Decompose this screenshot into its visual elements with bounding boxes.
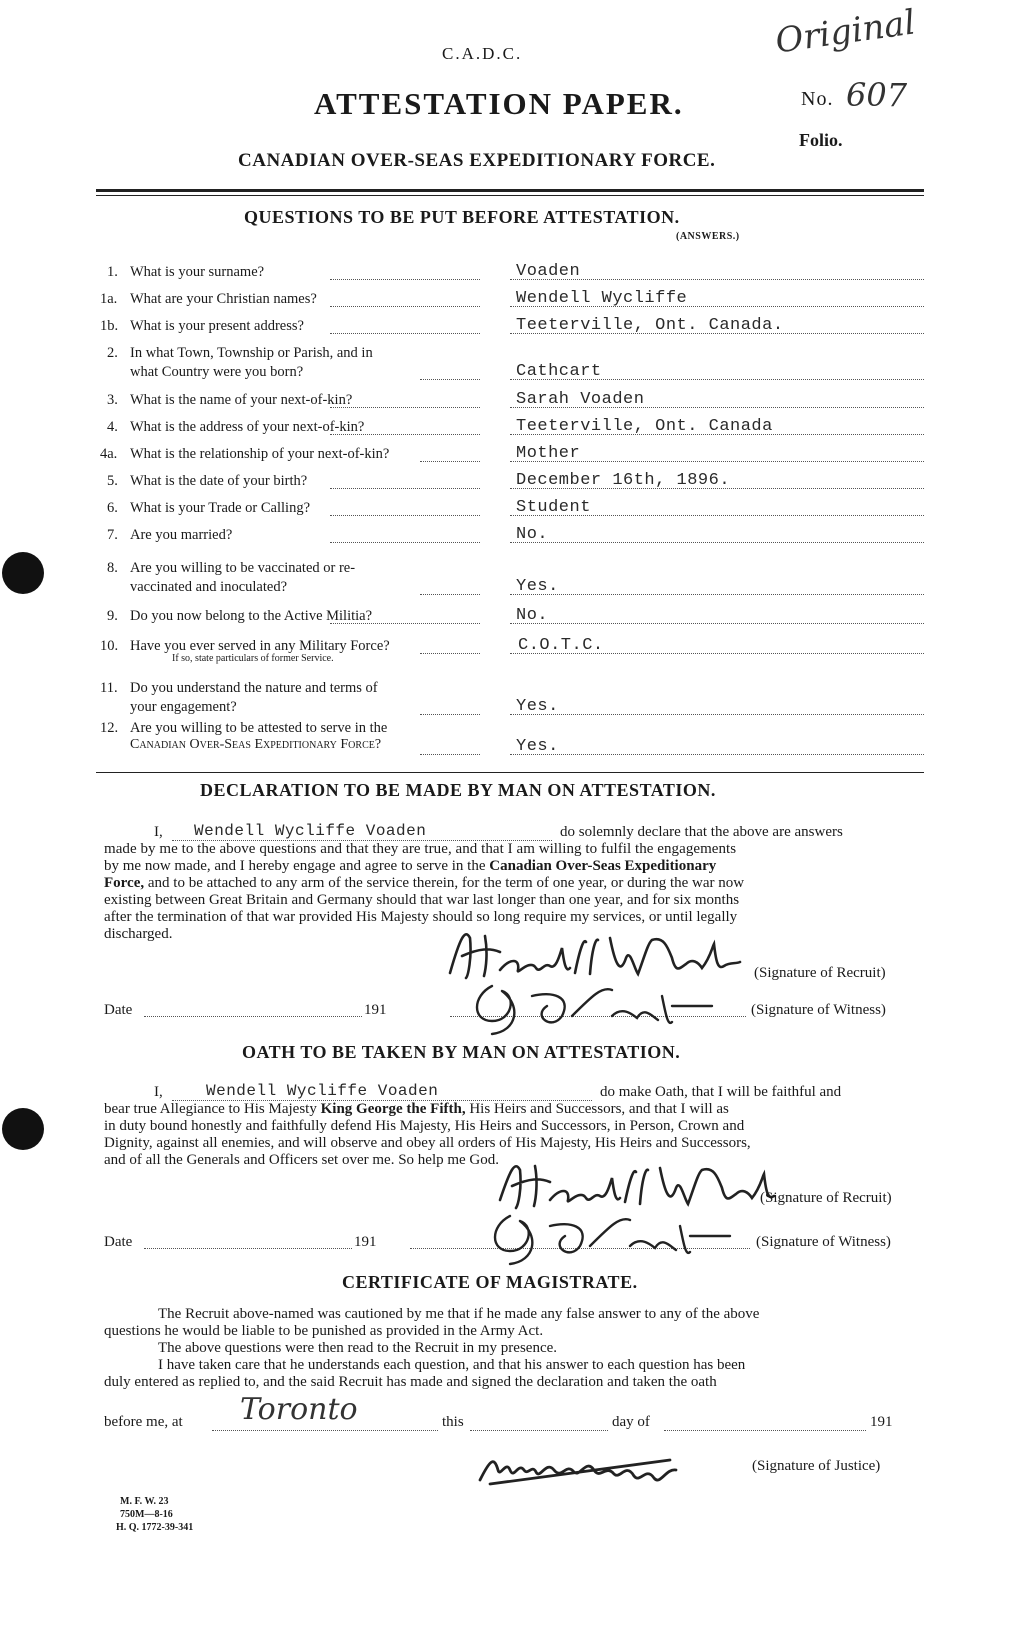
- oath-line5: and of all the Generals and Officers set over me. So help me God.: [104, 1152, 500, 1168]
- question-leader-dots: [330, 333, 480, 334]
- declaration-line3: [104, 858, 716, 875]
- question-text: What is the relationship of your next-of-kin?: [130, 446, 390, 462]
- answer-line: [510, 542, 924, 543]
- question-number: 7.: [107, 527, 118, 543]
- oath-line2b: King George the Fifth,: [320, 1101, 466, 1117]
- answer-line: [510, 461, 924, 462]
- footer-line3: H. Q. 1772-39-341: [116, 1522, 194, 1533]
- declaration-line6: after the termination of that war provided His Majesty should so long require my services, or until legally: [104, 909, 738, 925]
- declaration-heading: DECLARATION TO BE MADE BY MAN ON ATTESTATION.: [200, 780, 716, 800]
- answer-line: [510, 279, 924, 280]
- answer-line: [510, 488, 924, 489]
- question-leader-dots: [330, 542, 480, 543]
- question-text: What is your present address?: [130, 318, 304, 334]
- question-number: 8.: [107, 560, 118, 576]
- answer-line: [510, 714, 924, 715]
- certificate-line5: duly entered as replied to, and the said Recruit has made and signed the declaration and taken the oath: [104, 1374, 717, 1390]
- punch-hole-bottom: [2, 1108, 44, 1150]
- answer-value: No.: [516, 525, 549, 544]
- question-leader-dots: [330, 488, 480, 489]
- question-text: Do you now belong to the Active Militia?: [130, 608, 373, 624]
- question-text: Do you understand the nature and terms of: [130, 680, 378, 696]
- answer-value: Teeterville, Ont. Canada.: [516, 316, 784, 335]
- oath-date-line: [144, 1248, 352, 1249]
- answer-value: Wendell Wycliffe: [516, 289, 688, 308]
- question-number: 1b.: [100, 318, 119, 334]
- declaration-date-line: [144, 1016, 362, 1017]
- certificate-heading: CERTIFICATE OF MAGISTRATE.: [342, 1272, 638, 1292]
- oath-year: 191: [354, 1234, 377, 1250]
- oath-line2c: His Heirs and Successors, and that I will as: [469, 1101, 729, 1117]
- answers-label: (ANSWERS.): [676, 231, 740, 242]
- question-number: 11.: [100, 680, 118, 696]
- question-text: What is your surname?: [130, 264, 265, 280]
- question-text-continued: If so, state particulars of former Service.: [172, 653, 334, 664]
- question-number: 4.: [107, 419, 118, 435]
- answer-value: Teeterville, Ont. Canada: [516, 417, 773, 436]
- form-code: C.A.D.C.: [442, 44, 523, 63]
- questions-heading: QUESTIONS TO BE PUT BEFORE ATTESTATION.: [244, 207, 680, 227]
- oath-prefix: I,: [154, 1084, 163, 1100]
- answer-value: No.: [516, 606, 549, 625]
- declaration-line1: do solemnly declare that the above are answers: [560, 824, 843, 840]
- answer-line: [510, 333, 924, 334]
- certificate-this-label: this: [442, 1414, 464, 1430]
- question-text: Are you married?: [130, 527, 233, 543]
- declaration-line7: discharged.: [104, 926, 173, 942]
- questions-rule: [96, 772, 924, 773]
- question-leader-dots: [330, 306, 480, 307]
- certificate-year: 191: [870, 1414, 893, 1430]
- answer-value: Yes.: [516, 577, 559, 596]
- certificate-before-label: before me, at: [104, 1414, 183, 1430]
- question-text: What is the name of your next-of-kin?: [130, 392, 353, 408]
- declaration-sig-witness-label: (Signature of Witness): [751, 1002, 886, 1018]
- question-text: What is the address of your next-of-kin?: [130, 419, 365, 435]
- justice-signature: [470, 1440, 710, 1496]
- declaration-prefix: I,: [154, 824, 163, 840]
- question-number: 12.: [100, 720, 119, 736]
- question-number: 4a.: [100, 446, 118, 462]
- question-leader-dots: [420, 653, 480, 654]
- question-text-continued: vaccinated and inoculated?: [130, 579, 288, 595]
- declaration-line4a: Force,: [104, 875, 145, 891]
- oath-line1: do make Oath, that I will be faithful and: [600, 1084, 842, 1100]
- certificate-place: Toronto: [240, 1392, 358, 1427]
- answer-line: [510, 407, 924, 408]
- footer-line2: 750M—8-16: [120, 1509, 173, 1520]
- answer-line: [510, 515, 924, 516]
- question-leader-dots: [330, 515, 480, 516]
- question-text: In what Town, Township or Parish, and in: [130, 345, 373, 361]
- declaration-date-label: Date: [104, 1002, 133, 1018]
- declaration-line2: made by me to the above questions and that they are true, and that I am willing to fulfil the engagements: [104, 841, 737, 857]
- question-leader-dots: [420, 461, 480, 462]
- oath-date-label: Date: [104, 1234, 133, 1250]
- answer-line: [510, 379, 924, 380]
- folio-label: Folio.: [799, 130, 843, 150]
- oath-line2: [104, 1101, 729, 1118]
- answer-value: Yes.: [516, 737, 559, 756]
- certificate-place-line: [212, 1430, 438, 1431]
- question-number: 6.: [107, 500, 118, 516]
- answer-line: [510, 594, 924, 595]
- certificate-line1: The Recruit above-named was cautioned by me that if he made any false answer to any of the above: [158, 1306, 760, 1322]
- answer-value: Mother: [516, 444, 581, 463]
- declaration-line4b: and to be attached to any arm of the service therein, for the term of one year, or during the war now: [147, 875, 745, 891]
- question-leader-dots: [330, 434, 480, 435]
- number-value: 607: [846, 76, 908, 114]
- answer-value: Cathcart: [516, 362, 602, 381]
- oath-witness-signature: [480, 1206, 740, 1266]
- page-subtitle: CANADIAN OVER-SEAS EXPEDITIONARY FORCE.: [238, 150, 716, 171]
- question-number: 9.: [107, 608, 118, 624]
- question-text: Have you ever served in any Military Force?: [130, 638, 390, 654]
- header-rule-thick: [96, 189, 924, 192]
- question-text-continued: Canadian Over-Seas Expeditionary Force?: [130, 737, 382, 752]
- oath-line3: in duty bound honestly and faithfully defend His Majesty, His Heirs and Successors, in Person, Crown and: [104, 1118, 745, 1134]
- question-text: What is your Trade or Calling?: [130, 500, 311, 516]
- page-title: ATTESTATION PAPER.: [314, 86, 684, 121]
- answer-value: Sarah Voaden: [516, 390, 645, 409]
- answer-line: [510, 623, 924, 624]
- certificate-line2: questions he would be liable to be punished as provided in the Army Act.: [104, 1323, 544, 1339]
- oath-sig-witness-label: (Signature of Witness): [756, 1234, 891, 1250]
- question-text: Are you willing to be attested to serve in the: [130, 720, 388, 736]
- question-leader-dots: [420, 754, 480, 755]
- declaration-line3b: Canadian Over-Seas Expeditionary: [489, 858, 717, 874]
- answer-value: C.O.T.C.: [518, 636, 604, 655]
- question-number: 5.: [107, 473, 118, 489]
- answer-line: [510, 754, 924, 755]
- answer-value: Student: [516, 498, 591, 517]
- punch-hole-top: [2, 552, 44, 594]
- oath-line4: Dignity, against all enemies, and will observe and obey all orders of His Majesty, His Heirs and Successors,: [104, 1135, 751, 1151]
- question-leader-dots: [420, 714, 480, 715]
- declaration-witness-signature: [462, 976, 722, 1036]
- footer-line1: M. F. W. 23: [120, 1496, 169, 1507]
- number-label: No.: [801, 88, 834, 110]
- question-leader-dots: [330, 623, 480, 624]
- question-text: What are your Christian names?: [130, 291, 317, 307]
- oath-line2a: bear true Allegiance to His Majesty: [104, 1101, 317, 1117]
- question-leader-dots: [330, 407, 480, 408]
- oath-heading: OATH TO BE TAKEN BY MAN ON ATTESTATION.: [242, 1042, 681, 1062]
- question-text: What is the date of your birth?: [130, 473, 308, 489]
- question-number: 3.: [107, 392, 118, 408]
- question-text-continued: what Country were you born?: [130, 364, 304, 380]
- declaration-sig-recruit-label: (Signature of Recruit): [754, 965, 886, 981]
- declaration-name: Wendell Wycliffe Voaden: [194, 822, 427, 840]
- certificate-day-line: [664, 1430, 866, 1431]
- declaration-line5: existing between Great Britain and Germany should that war last longer than one year, and for six months: [104, 892, 740, 908]
- question-text: Are you willing to be vaccinated or re-: [130, 560, 356, 576]
- declaration-line4: [104, 875, 744, 892]
- answer-value: December 16th, 1896.: [516, 471, 731, 490]
- question-leader-dots: [330, 279, 480, 280]
- certificate-this-line: [470, 1430, 608, 1431]
- header-rule-thin: [96, 195, 924, 196]
- answer-line: [510, 306, 924, 307]
- original-note: Original: [772, 2, 918, 62]
- answer-value: Yes.: [516, 697, 559, 716]
- certificate-line4: I have taken care that he understands each question, and that his answer to each question has been: [158, 1357, 746, 1373]
- question-leader-dots: [420, 379, 480, 380]
- certificate-day-label: day of: [612, 1414, 650, 1430]
- question-number: 1a.: [100, 291, 118, 307]
- question-number: 10.: [100, 638, 119, 654]
- oath-sig-recruit-label: (Signature of Recruit): [760, 1190, 892, 1206]
- question-number: 1.: [107, 264, 118, 280]
- declaration-year: 191: [364, 1002, 387, 1018]
- question-number: 2.: [107, 345, 118, 361]
- oath-name: Wendell Wycliffe Voaden: [206, 1082, 439, 1100]
- answer-value: Voaden: [516, 262, 581, 281]
- answer-line: [510, 434, 924, 435]
- answer-line: [510, 653, 924, 654]
- declaration-line3a: by me now made, and I hereby engage and agree to serve in the: [104, 858, 486, 874]
- sig-justice-label: (Signature of Justice): [752, 1458, 881, 1474]
- question-leader-dots: [420, 594, 480, 595]
- question-text-continued: your engagement?: [130, 699, 237, 715]
- certificate-line3: The above questions were then read to the Recruit in my presence.: [158, 1340, 558, 1356]
